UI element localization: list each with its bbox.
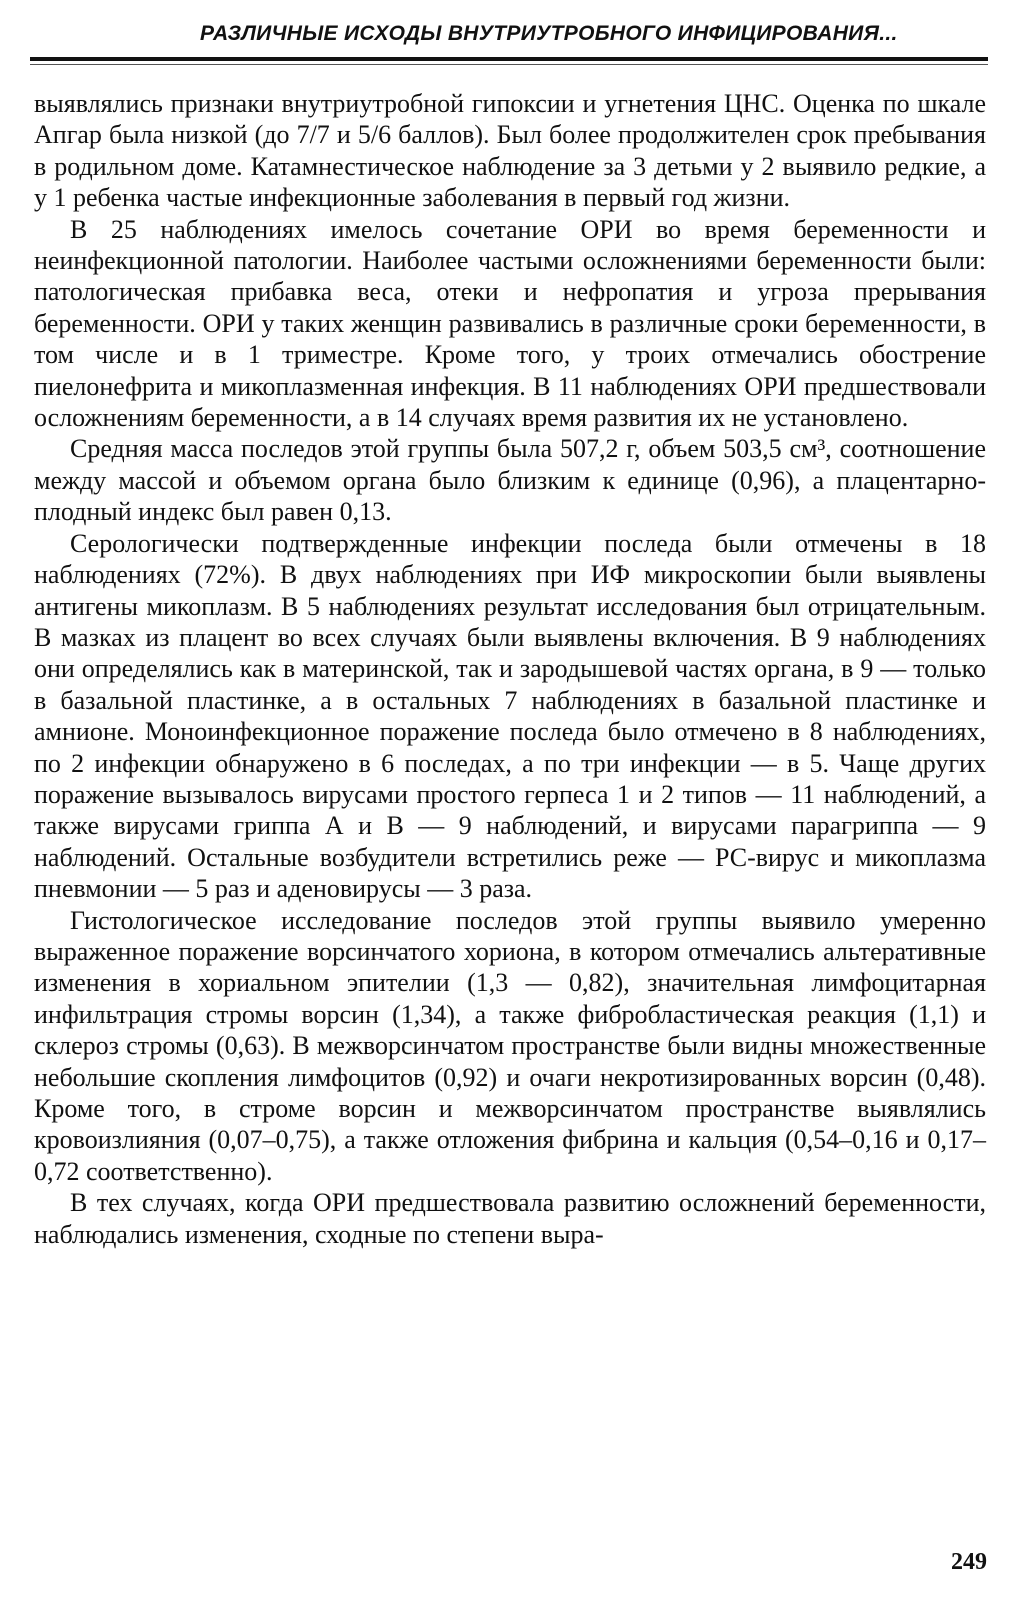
paragraph-continued: выявлялись признаки внутриутробной гипоксии и угнетения ЦНС. Оценка по шкале Апгар была низкой (до 7/7 и 5/6 баллов). Был более продолжителен срок пребывания в родильном доме. Катамнестическое наблюдение за 3 детьми у 2 выявило редкие, а у 1 ребенка частые инфекционные заболевания в первый год жизни. xyxy=(34,89,986,213)
paragraph: Гистологическое исследование последов этой группы выявило умеренно выраженное поражение ворсинчатого хориона, в котором отмечались альтеративные изменения в хориальном эпителии (1,3 — 0,82), значительная лимфоцитарная инфильтрация стромы ворсин (1,34), а также фибробластическая реакция (1,1) и склероз стромы (0,63). В межворсинчатом пространстве были видны множественные небольшие скопления лимфоцитов (0,92) и очаги некротизированных ворсин (0,48). Кроме того, в строме ворсин и межворсинчатом пространстве выявлялись кровоизлияния (0,07–0,75), а также отложения фибрина и кальция (0,54–0,16 и 0,17–0,72 соответственно). xyxy=(34,905,986,1186)
paragraph: Серологически подтвержденные инфекции последа были отмечены в 18 наблюдениях (72%). В двух наблюдениях при ИФ микроскопии были выявлены антигены микоплазм. В 5 наблюдениях результат исследования был отрицательным. В мазках из плацент во всех случаях были выявлены включения. В 9 наблюдениях они определялись как в материнской, так и зародышевой частях органа, в 9 — только в базальной пластинке, а в остальных 7 наблюдениях в базальной пластинке и амнионе. Моноинфекционное поражение последа было отмечено в 8 наблюдениях, по 2 инфекции обнаружено в 6 последах, а по три инфекции — в 5. Чаще других поражение вызывалось вирусами простого герпеса 1 и 2 типов — 11 наблюдений, а также вирусами гриппа А и В — 9 наблюдений, и вирусами парагриппа — 9 наблюдений. Остальные возбудители встретились реже — РС-вирус и микоплазма пневмонии — 5 раз и аденовирусы — 3 раза. xyxy=(34,528,986,904)
page-body xyxy=(34,88,986,1250)
page-number: 249 xyxy=(951,1549,987,1575)
paragraph: В тех случаях, когда ОРИ предшествовала развитию осложнений беременности, наблюдались изменения, сходные по степени выра- xyxy=(34,1188,986,1249)
paragraph: Средняя масса последов этой группы была 507,2 г, объем 503,5 см³, соотношение между массой и объемом органа было близким к единице (0,96), а плацентарно-плодный индекс был равен 0,13. xyxy=(34,434,986,527)
paragraph: В 25 наблюдениях имелось сочетание ОРИ во время беременности и неинфекционной патологии. Наиболее частыми осложнениями беременности были: патологическая прибавка веса, отеки и нефропатия и угроза прерывания беременности. ОРИ у таких женщин развивались в различные сроки беременности, в том числе и в 1 триместре. Кроме того, у троих отмечались обострение пиелонефрита и микоплазменная инфекция. В 11 наблюдениях ОРИ предшествовали осложнениям беременности, а в 14 случаях время развития их не установлено. xyxy=(34,214,986,433)
running-header: РАЗЛИЧНЫЕ ИСХОДЫ ВНУТРИУТРОБНОГО ИНФИЦИРОВАНИЯ... xyxy=(200,22,898,45)
header-rule-thin xyxy=(30,64,988,65)
header-rule xyxy=(30,57,988,61)
